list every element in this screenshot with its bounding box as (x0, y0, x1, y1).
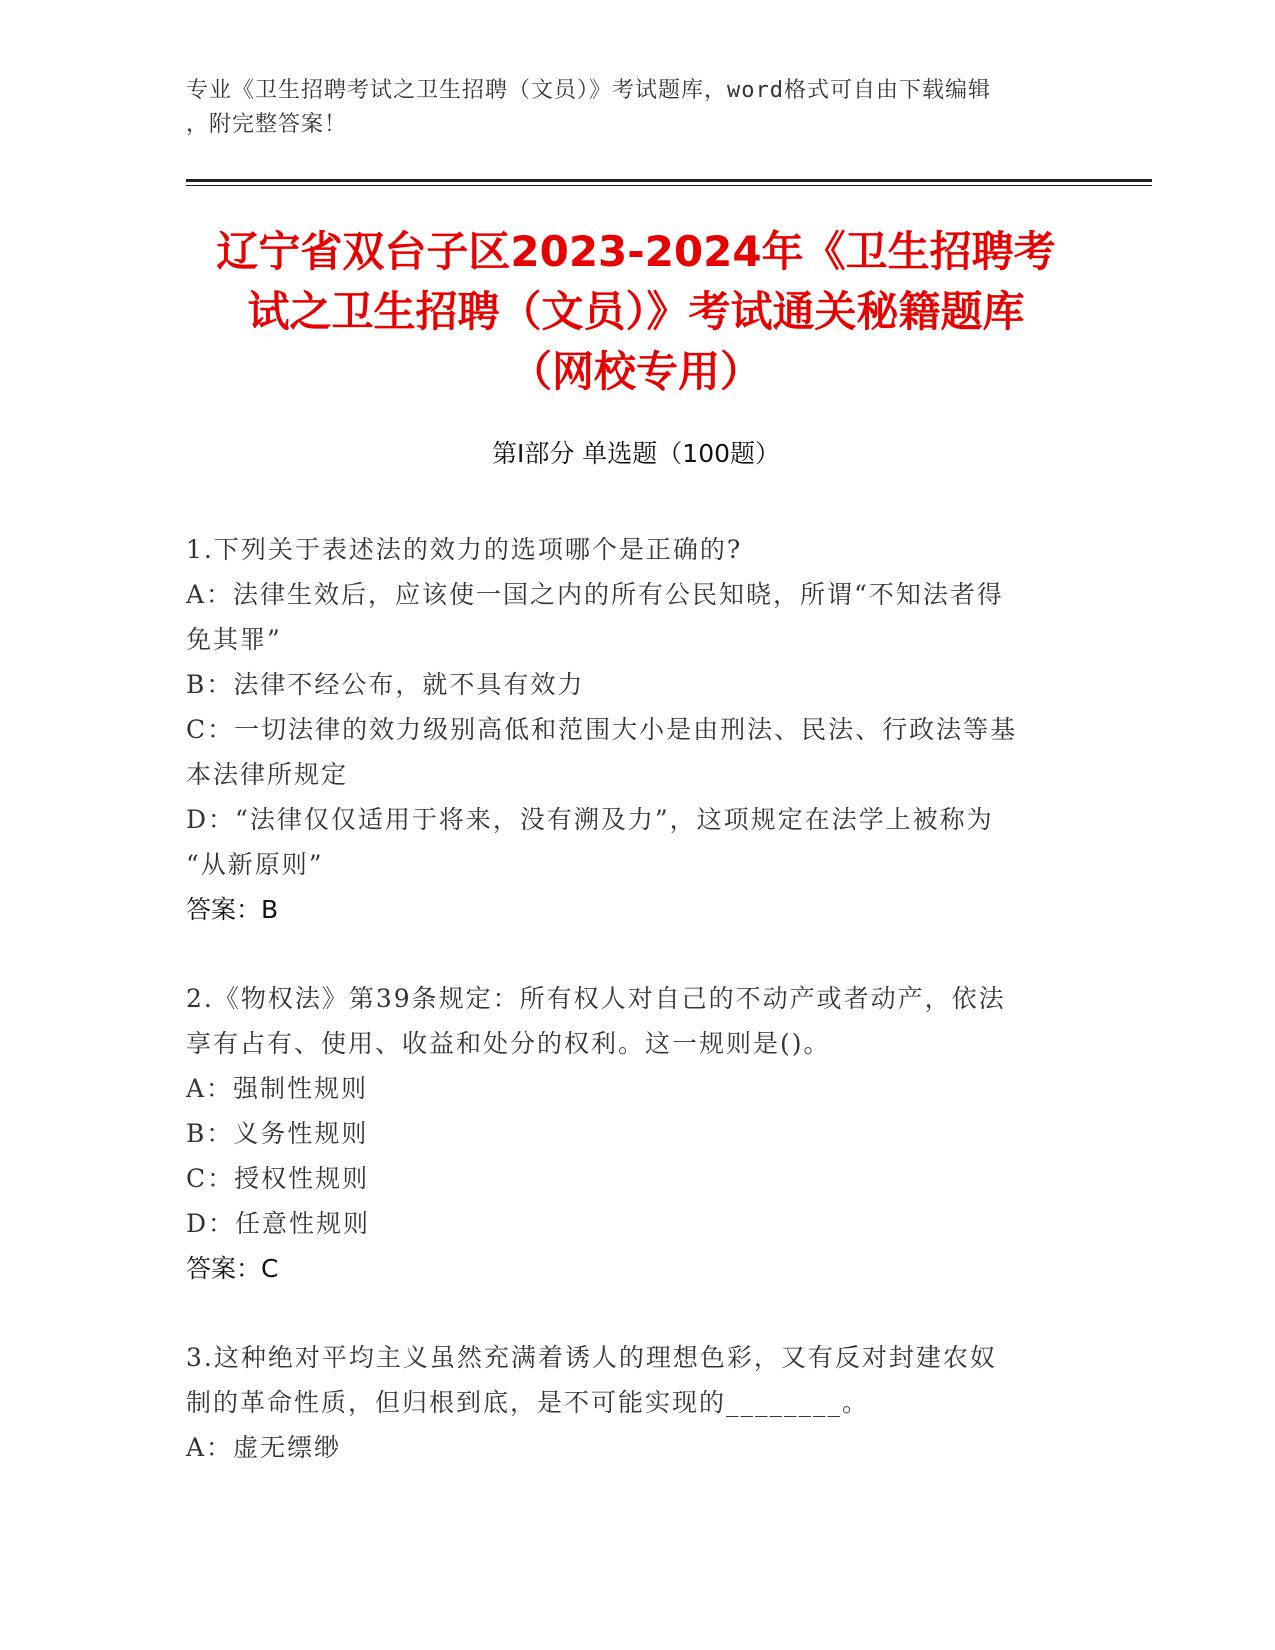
section-title: 第Ⅰ部分 单选题（100题） (491, 439, 781, 468)
answer-line: 答案：C (186, 1254, 279, 1283)
question-stem-line: 2.《物权法》第39条规定：所有权人对自己的不动产或者动产，依法 (186, 984, 1006, 1013)
question-3 (186, 1335, 1066, 1470)
question-option (186, 1201, 1066, 1246)
question-stem-line: 制的革命性质，但归根到底，是不可能实现的________。 (186, 1388, 870, 1417)
header-note-line-2: ，附完整答案！ (186, 112, 348, 137)
document-title-line-2: 试之卫生招聘（文员）》考试通关秘籍题库 (247, 287, 1025, 336)
question-option (186, 797, 1066, 887)
question-option (186, 1425, 1066, 1470)
question-1 (186, 527, 1066, 932)
option-line: D：任意性规则 (186, 1209, 371, 1238)
option-line: 本法律所规定 (186, 760, 349, 789)
document-title-line-3: （网校专用） (509, 347, 762, 396)
header-note-line-1: 专业《卫生招聘考试之卫生招聘（文员）》考试题库，word格式可自由下载编辑 (186, 78, 991, 103)
option-line: D：“法律仅仅适用于将来，没有溯及力”，这项规定在法学上被称为 (186, 805, 994, 834)
question-option (186, 1111, 1066, 1156)
header-note (186, 74, 1086, 142)
option-line: C：授权性规则 (186, 1164, 370, 1193)
header-rule-thick (186, 179, 1152, 182)
option-line: “从新原则” (186, 850, 324, 879)
option-line: A：虚无缥缈 (186, 1433, 342, 1462)
document-title (186, 222, 1086, 402)
question-stem-line: 1.下列关于表述法的效力的选项哪个是正确的? (186, 535, 743, 564)
question-option (186, 707, 1066, 797)
option-line: C：一切法律的效力级别高低和范围大小是由刑法、民法、行政法等基 (186, 715, 1018, 744)
header-rule-thin (186, 185, 1152, 186)
option-line: B：法律不经公布，就不具有效力 (186, 670, 585, 699)
option-line: A：法律生效后，应该使一国之内的所有公民知晓，所谓“不知法者得 (186, 580, 1004, 609)
option-line: 免其罪” (186, 625, 282, 654)
question-list (186, 527, 1066, 1514)
question-2 (186, 976, 1066, 1291)
question-stem-line: 享有占有、使用、收益和处分的权利。这一规则是()。 (186, 1029, 831, 1058)
option-line: A：强制性规则 (186, 1074, 369, 1103)
question-option (186, 1156, 1066, 1201)
question-option (186, 662, 1066, 707)
answer-line: 答案：B (186, 895, 279, 924)
option-line: B：义务性规则 (186, 1119, 369, 1148)
question-stem-line: 3.这种绝对平均主义虽然充满着诱人的理想色彩，又有反对封建农奴 (186, 1343, 997, 1372)
document-title-line-1: 辽宁省双台子区2023-2024年《卫生招聘考 (216, 227, 1056, 276)
question-option (186, 1066, 1066, 1111)
question-option (186, 572, 1066, 662)
